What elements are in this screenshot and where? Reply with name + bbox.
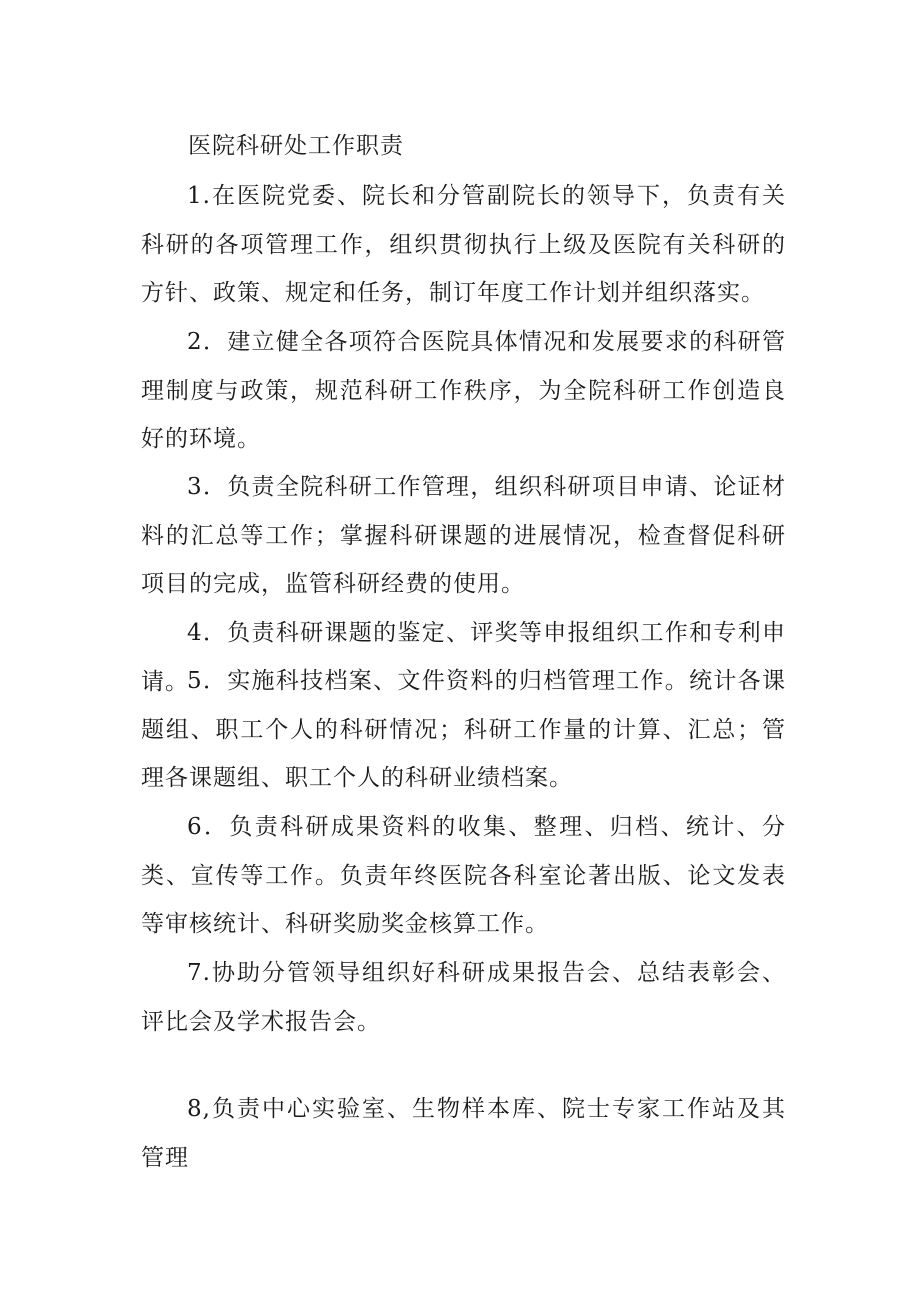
paragraph-1: 1.在医院党委、院长和分管副院长的领导下，负责有关科研的各项管理工作，组织贯彻执行上级及医院有关科研的方针、政策、规定和任务，制订年度工作计划并组织落实。	[141, 183, 786, 306]
paragraph-7: 7.协助分管领导组织好科研成果报告会、总结表彰会、评比会及学术报告会。	[141, 960, 786, 1035]
document-title: 医院科研处工作职责	[188, 133, 404, 159]
paragraph-3: 3．负责全院科研工作管理，组织科研项目申请、论证材料的汇总等工作；掌握科研课题的进展情况，检查督促科研项目的完成，监管科研经费的使用。	[141, 474, 786, 597]
paragraph-5: 5．实施科技档案、文件资料的归档管理工作。统计各课题组、职工个人的科研情况；科研工作量的计算、汇总；管理各课题组、职工个人的科研业绩档案。	[141, 668, 786, 791]
paragraph-8: 8,负责中心实验室、生物样本库、院士专家工作站及其管理	[141, 1096, 786, 1171]
paragraph-4: 4．负责科研课题的鉴定、评奖等申报组织工作和专利申请。	[141, 620, 786, 695]
paragraph-6: 6．负责科研成果资料的收集、整理、归档、统计、分类、宣传等工作。负责年终医院各科室论著出版、论文发表等审核统计、科研奖励奖金核算工作。	[141, 814, 786, 937]
paragraph-2: 2．建立健全各项符合医院具体情况和发展要求的科研管理制度与政策，规范科研工作秩序，为全院科研工作创造良好的环境。	[141, 329, 786, 452]
